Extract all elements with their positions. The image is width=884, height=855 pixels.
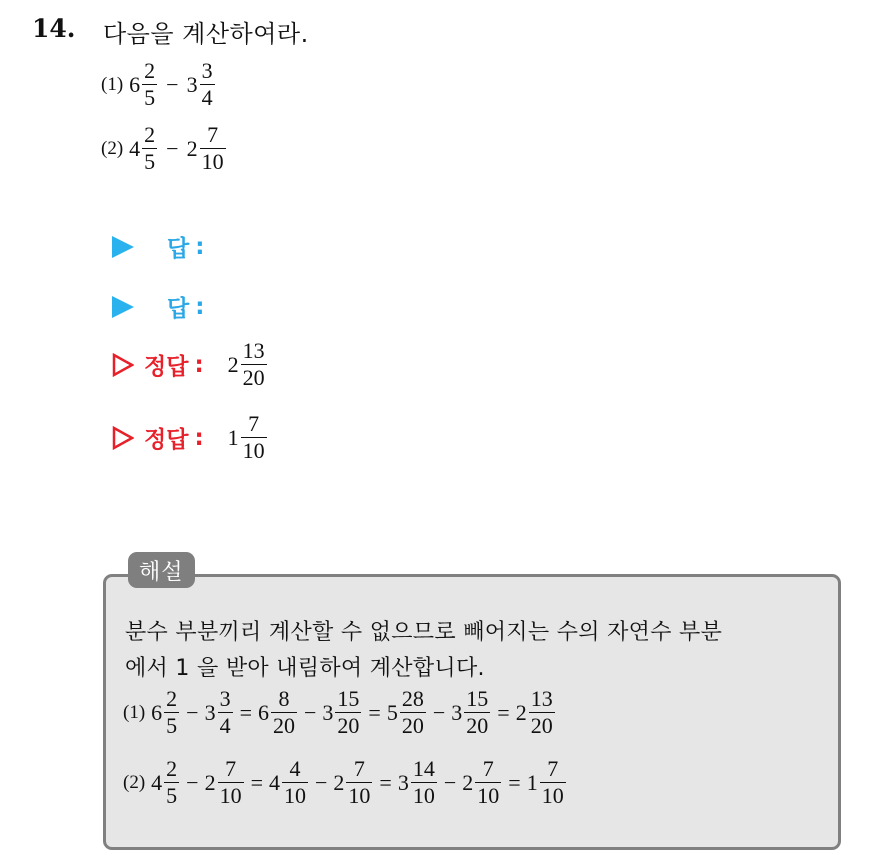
- correct-answer-value: [228, 413, 268, 462]
- fraction: [346, 758, 372, 807]
- whole-part: 2: [333, 769, 345, 795]
- denominator: 10: [348, 783, 371, 808]
- mixed-number: [269, 758, 309, 807]
- denominator: 4: [219, 713, 231, 738]
- mixed-number: [451, 688, 491, 737]
- numerator: 7: [353, 756, 365, 781]
- denominator: 10: [284, 783, 306, 808]
- denominator: 20: [401, 713, 424, 738]
- numerator: 2: [166, 686, 178, 711]
- operator: −: [166, 71, 179, 97]
- mixed-number: [516, 688, 556, 737]
- denominator: 10: [541, 783, 564, 808]
- whole-part: 3: [204, 699, 216, 725]
- operator: −: [186, 699, 199, 725]
- numerator: 8: [278, 686, 290, 711]
- denominator: 10: [477, 783, 500, 808]
- whole-part: 6: [258, 699, 269, 725]
- fraction: [218, 758, 244, 807]
- equation-label: (1): [123, 701, 146, 723]
- operator: −: [315, 769, 328, 795]
- numerator: 14: [412, 756, 435, 781]
- fraction: [200, 124, 226, 173]
- problem-label: (2): [101, 137, 124, 159]
- whole-part: 4: [151, 769, 163, 795]
- operator: =: [250, 769, 263, 795]
- numerator: 15: [337, 686, 360, 711]
- denominator: 20: [337, 713, 360, 738]
- solution-text-line-2: 에서 1 을 받아 내림하여 계산합니다.: [125, 656, 485, 681]
- mixed-number: [258, 688, 298, 737]
- whole-part: 2: [515, 699, 527, 725]
- correct-answer-value: [228, 340, 268, 389]
- correct-label: 정답: [144, 427, 189, 453]
- numerator: 3: [219, 686, 231, 711]
- whole-part: 3: [186, 71, 198, 97]
- fraction: [411, 758, 437, 807]
- problem-2: [101, 124, 227, 173]
- numerator: 7: [225, 756, 237, 781]
- fraction: [142, 124, 157, 173]
- equation-label: (2): [123, 771, 146, 793]
- mixed-number: [151, 758, 180, 807]
- numerator: 2: [144, 122, 156, 147]
- fraction: [241, 340, 267, 389]
- question-number: 14.: [32, 14, 76, 43]
- solution-text-line-1: 분수 부분끼리 계산할 수 없으므로 빼어지는 수의 자연수 부분: [125, 620, 723, 645]
- whole-part: 2: [227, 351, 239, 377]
- numerator: 7: [207, 122, 219, 147]
- fraction: [142, 60, 157, 109]
- correct-colon: :: [194, 424, 204, 451]
- outline-triangle-icon: [112, 426, 134, 450]
- numerator: 4: [289, 756, 301, 781]
- answer-prompt-2: [112, 290, 204, 323]
- numerator: 2: [166, 756, 178, 781]
- operator: =: [379, 769, 392, 795]
- whole-part: 3: [397, 769, 409, 795]
- question-instruction: 다음을 계산하여라.: [103, 20, 309, 48]
- mixed-number: [129, 60, 158, 109]
- denominator: 5: [144, 85, 156, 110]
- denominator: 10: [412, 783, 435, 808]
- whole-part: 2: [204, 769, 216, 795]
- play-triangle-icon: [112, 296, 134, 318]
- fraction: [540, 758, 566, 807]
- fraction: [218, 688, 233, 737]
- answer-colon: :: [195, 233, 205, 260]
- mixed-number: [129, 124, 158, 173]
- answer-label: 답: [167, 296, 190, 322]
- operator: =: [239, 699, 252, 725]
- numerator: 28: [401, 686, 424, 711]
- whole-part: 3: [322, 699, 334, 725]
- mixed-number: [187, 60, 216, 109]
- denominator: 10: [242, 438, 265, 463]
- operator: −: [186, 769, 199, 795]
- mixed-number: [322, 688, 362, 737]
- numerator: 13: [530, 686, 553, 711]
- operator: =: [508, 769, 521, 795]
- numerator: 13: [242, 338, 265, 363]
- operator: =: [368, 699, 381, 725]
- denominator: 5: [144, 149, 156, 174]
- whole-part: 4: [269, 769, 280, 795]
- answer-prompt-1: [112, 230, 204, 263]
- correct-answer-2: [112, 413, 268, 462]
- numerator: 7: [547, 756, 559, 781]
- denominator: 5: [166, 783, 178, 808]
- whole-part: 1: [526, 769, 538, 795]
- correct-label: 정답: [144, 354, 189, 380]
- denominator: 20: [466, 713, 489, 738]
- correct-answer-1: [112, 340, 268, 389]
- play-triangle-icon: [112, 236, 134, 258]
- operator: −: [166, 135, 179, 161]
- fraction: [464, 688, 490, 737]
- solution-equation-1: [123, 688, 556, 737]
- fraction: [241, 413, 267, 462]
- fraction: [282, 758, 308, 807]
- whole-part: 6: [151, 699, 163, 725]
- mixed-number: [398, 758, 438, 807]
- denominator: 10: [201, 149, 224, 174]
- whole-part: 6: [129, 71, 141, 97]
- mixed-number: [151, 688, 180, 737]
- mixed-number: [333, 758, 373, 807]
- denominator: 20: [530, 713, 553, 738]
- operator: −: [443, 769, 457, 795]
- whole-part: 4: [129, 135, 141, 161]
- solution-tag: 해설: [128, 552, 195, 588]
- fraction: [475, 758, 501, 807]
- fraction: [271, 688, 297, 737]
- denominator: 20: [273, 713, 295, 738]
- numerator: 7: [248, 411, 260, 436]
- whole-part: 3: [451, 699, 463, 725]
- mixed-number: [527, 758, 567, 807]
- fraction: [164, 688, 179, 737]
- correct-colon: :: [194, 351, 204, 378]
- fraction: [200, 60, 215, 109]
- numerator: 7: [482, 756, 494, 781]
- answer-colon: :: [195, 293, 205, 320]
- problem-label: (1): [101, 73, 124, 95]
- answer-label: 답: [167, 236, 190, 262]
- mixed-number: [205, 688, 234, 737]
- mixed-number: [387, 688, 427, 737]
- outline-triangle-icon: [112, 353, 134, 377]
- denominator: 20: [242, 365, 265, 390]
- denominator: 4: [201, 85, 213, 110]
- mixed-number: [205, 758, 245, 807]
- denominator: 5: [166, 713, 178, 738]
- fraction: [400, 688, 426, 737]
- operator: −: [304, 699, 317, 725]
- fraction: [164, 758, 179, 807]
- whole-part: 2: [186, 135, 198, 161]
- numerator: 3: [201, 58, 213, 83]
- mixed-number: [462, 758, 502, 807]
- whole-part: 2: [462, 769, 474, 795]
- operator: −: [432, 699, 446, 725]
- solution-equation-2: [123, 758, 567, 807]
- whole-part: 5: [386, 699, 398, 725]
- problem-1: [101, 60, 216, 109]
- numerator: 15: [466, 686, 489, 711]
- mixed-number: [187, 124, 227, 173]
- numerator: 2: [144, 58, 156, 83]
- operator: =: [497, 699, 510, 725]
- fraction: [335, 688, 361, 737]
- fraction: [529, 688, 555, 737]
- whole-part: 1: [227, 424, 239, 450]
- denominator: 10: [219, 783, 242, 808]
